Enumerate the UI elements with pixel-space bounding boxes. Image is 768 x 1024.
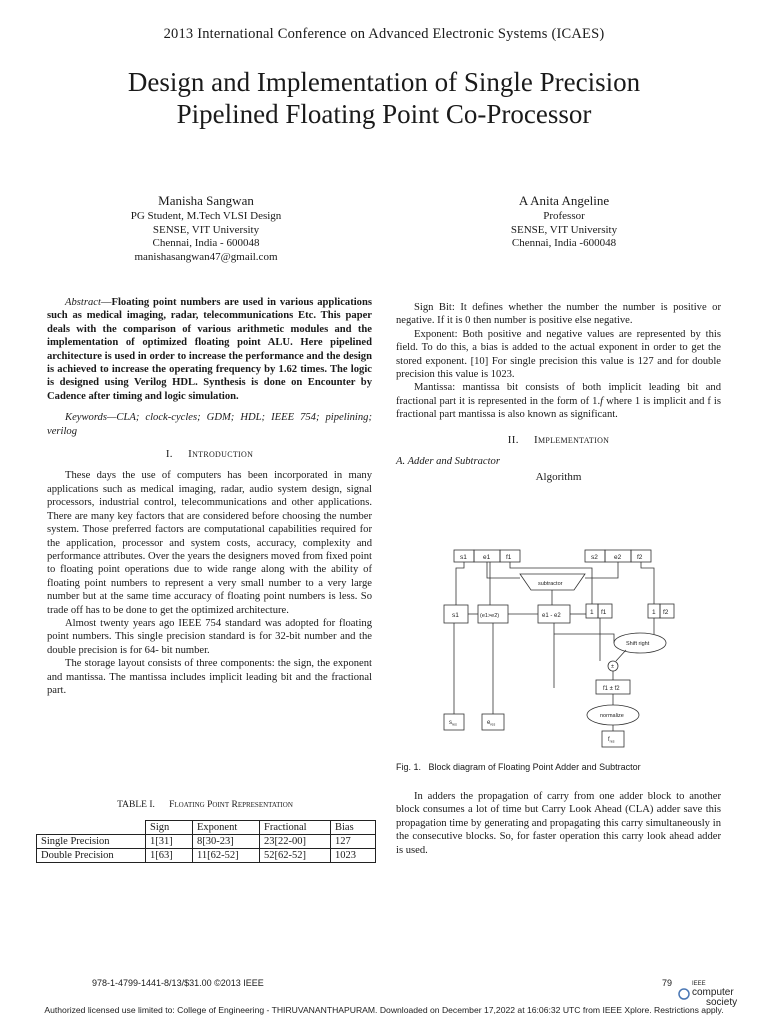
left-column <box>47 296 372 697</box>
logo-ieee: IEEE <box>692 981 706 987</box>
table-cell: 11[62-52] <box>193 849 260 863</box>
fraction-result-sub: res <box>609 739 615 744</box>
sum-label: f1 ± f2 <box>603 686 620 692</box>
table-cell: 23[22-00] <box>260 835 331 849</box>
exponent-result-main: e <box>487 720 491 726</box>
author-affiliation: PG Student, M.Tech VLSI Design <box>130 210 282 222</box>
author-email[interactable]: manishasangwan47@gmail.com <box>134 250 278 263</box>
s2-label: s2 <box>591 554 598 561</box>
authorized-use-notice: Authorized licensed use limited to: College of Engineering - THIRUVANANTHAPURAM. Downloaded on December 17,2022 at 16:06:32 UTC from IEEE Xplore. Restrictions apply. <box>44 1005 724 1015</box>
ieee-computer-society-logo <box>678 978 758 1008</box>
f1-mantissa-label: f1 <box>601 609 607 616</box>
keywords-text: CLA; clock-cycles; GDM; HDL; IEEE 754; pipelining; verilog <box>47 412 372 437</box>
compare-label: (e1>e2) <box>480 613 500 619</box>
mantissa-text-rest: where 1 is implicit and f is fractional part mantissa is also known as significant. <box>396 395 721 421</box>
algorithm-title: Algorithm <box>535 471 582 484</box>
adder-subtractor-block-diagram <box>430 548 690 758</box>
sign-bit-paragraph: Sign Bit: It defines whether the number the number is positive or negative. If it is 0 then number is positive else negative. <box>396 302 721 327</box>
author-name: A Anita Angeline <box>518 193 610 208</box>
s1-label: s1 <box>460 554 467 561</box>
table-cell: 1023 <box>331 849 376 863</box>
table-cell: 8[30-23] <box>193 835 260 849</box>
sign-result-label <box>449 720 457 727</box>
author-department: SENSE, VIT University <box>152 223 260 236</box>
logo-society: society <box>706 997 738 1008</box>
logo-computer: computer <box>692 987 734 998</box>
exponent-difference-label: e1 - e2 <box>542 613 561 619</box>
table-cell: 52[62-52] <box>260 849 331 863</box>
author-affiliation: Professor <box>543 210 585 222</box>
title-line-1: Design and Implementation of Single Precision <box>127 67 641 97</box>
table-cell: Double Precision <box>37 849 146 863</box>
mantissa-text: Mantissa: mantissa bit consists of both implicit leading bit and fractional part it is represented in the form of 1. <box>396 382 721 407</box>
f1-label: f1 <box>506 554 512 561</box>
table-cell: 1[63] <box>146 849 193 863</box>
cla-paragraph-block <box>396 790 721 857</box>
table-header-row <box>37 821 376 835</box>
table-cell: Single Precision <box>37 835 146 849</box>
section-heading-introduction <box>47 448 372 461</box>
figure-number: Fig. 1. <box>396 762 422 772</box>
table-row <box>37 835 376 849</box>
isbn-copyright: 978-1-4799-1441-8/13/$31.00 ©2013 IEEE <box>92 978 264 988</box>
keywords <box>47 411 372 438</box>
abstract-text: Floating point numbers are used in various applications such as medical imaging, radar, telecommunications Etc. This paper deals with the comparison of various arithmetic modules and the implementation of optimized floating point ALU. Here pipelined architecture is used in order to increase the performance and the design is achieved to increase the operating frequency by 1.62 times. The logic is designed using Verilog HDL. Synthesis is done on Encounter by Cadence after timing and logic simulation. <box>47 297 372 402</box>
subtractor-label: subtractor <box>538 581 563 587</box>
table-row <box>37 849 376 863</box>
mantissa-f: f <box>600 395 604 407</box>
author-department: SENSE, VIT University <box>510 223 618 236</box>
table-cell: 1[31] <box>146 835 193 849</box>
subsection-heading: A. Adder and Subtractor <box>396 456 500 468</box>
abstract-label: Abstract <box>65 297 101 308</box>
table-number: TABLE I. <box>117 800 155 810</box>
e1-label: e1 <box>483 554 491 561</box>
exponent-paragraph: Exponent: Both positive and negative values are represented by this field. To do this, a bias is added to the actual exponent in order to get the stored exponent. [10] For single precision this value is 127 and for double precision this value is 1023. <box>396 328 721 381</box>
fraction-result-main: f <box>608 737 610 743</box>
paper-title <box>40 66 728 130</box>
section-title: Introduction <box>188 448 254 461</box>
section-heading-implementation <box>396 434 721 447</box>
author-block-1 <box>66 192 346 264</box>
section-title: Implementation <box>534 433 610 446</box>
shift-right-label: Shift right <box>626 641 650 647</box>
table-header-cell: Bias <box>331 821 376 835</box>
fraction-result-label <box>608 737 615 744</box>
normalize-label: normalize <box>600 713 624 719</box>
table-header-cell: Fractional <box>260 821 331 835</box>
representation-table <box>36 820 376 863</box>
intro-paragraph-2: Almost twenty years ago IEEE 754 standard was adopted for floating point numbers. This single precision standard is for 32-bit number and the double precision is for 64- bit number. <box>47 617 372 656</box>
table-header-cell <box>37 821 146 835</box>
section-number: II. <box>507 433 519 446</box>
table-header-cell: Exponent <box>193 821 260 835</box>
intro-paragraph-3: The storage layout consists of three components: the sign, the exponent and mantissa. The mantissa includes implicit leading bit and the fractional part. <box>47 658 372 696</box>
author-block-2 <box>424 192 704 251</box>
table-title: Floating Point Representation <box>169 800 293 810</box>
s1-output-label: s1 <box>452 612 459 619</box>
mantissa-paragraph <box>396 381 721 421</box>
conference-name: 2013 International Conference on Advanced Electronic Systems (ICAES) <box>163 26 605 42</box>
abstract <box>47 296 372 403</box>
exponent-result-sub: res <box>490 722 496 727</box>
sign-result-main: s <box>449 720 452 726</box>
add-sub-symbol: ± <box>611 664 615 670</box>
title-line-2: Pipelined Floating Point Co-Processor <box>176 99 592 129</box>
figure-caption <box>396 762 736 772</box>
author-location: Chennai, India -600048 <box>511 237 617 249</box>
intro-paragraph-1: These days the use of computers has been incorporated in many applications such as medical imaging, radar, audio system design, signal processors, industrial control, telecommunications and other applications. There are many key factors that are considered before choosing the number system. Those preferred factors are computational capabilities required for the application, processor and system costs, accuracy, complexity and performance attributes. Over the years the designers moved from fixed point to floating point operations due to wide range along with the ability of floating point numbers to represent a very small number to a very large number but at the same time accuracy of floating point numbers is less. So trade off has to be done to get the optimized architecture. <box>47 470 372 616</box>
exponent-result-label <box>487 720 495 727</box>
table-cell: 127 <box>331 835 376 849</box>
cla-paragraph: In adders the propagation of carry from one adder block to another block consumes a lot of time but Carry Look Ahead (CLA) adder save this propagation time by generating and propagating this carry simultaneously in the consecutive blocks. So, for faster operation this carry look ahead adder is used. <box>396 791 721 856</box>
logo-globe-icon <box>679 989 689 999</box>
implicit-one-a-label: 1 <box>590 609 594 616</box>
table-header-cell: Sign <box>146 821 193 835</box>
f2-mantissa-label: f2 <box>663 609 669 616</box>
sign-result-sub: res <box>452 722 457 727</box>
abstract-dash: — <box>100 297 112 308</box>
author-location: Chennai, India - 600048 <box>152 237 260 249</box>
page-number: 79 <box>662 978 673 988</box>
right-column <box>396 301 721 485</box>
table-caption <box>36 800 374 810</box>
e2-label: e2 <box>614 554 622 561</box>
f2-label: f2 <box>637 554 643 561</box>
section-number: I. <box>165 448 173 461</box>
author-name: Manisha Sangwan <box>158 193 254 208</box>
figure-title: Block diagram of Floating Point Adder and Subtractor <box>428 762 641 772</box>
keywords-label: Keywords— <box>65 412 117 424</box>
implicit-one-b-label: 1 <box>652 609 656 616</box>
